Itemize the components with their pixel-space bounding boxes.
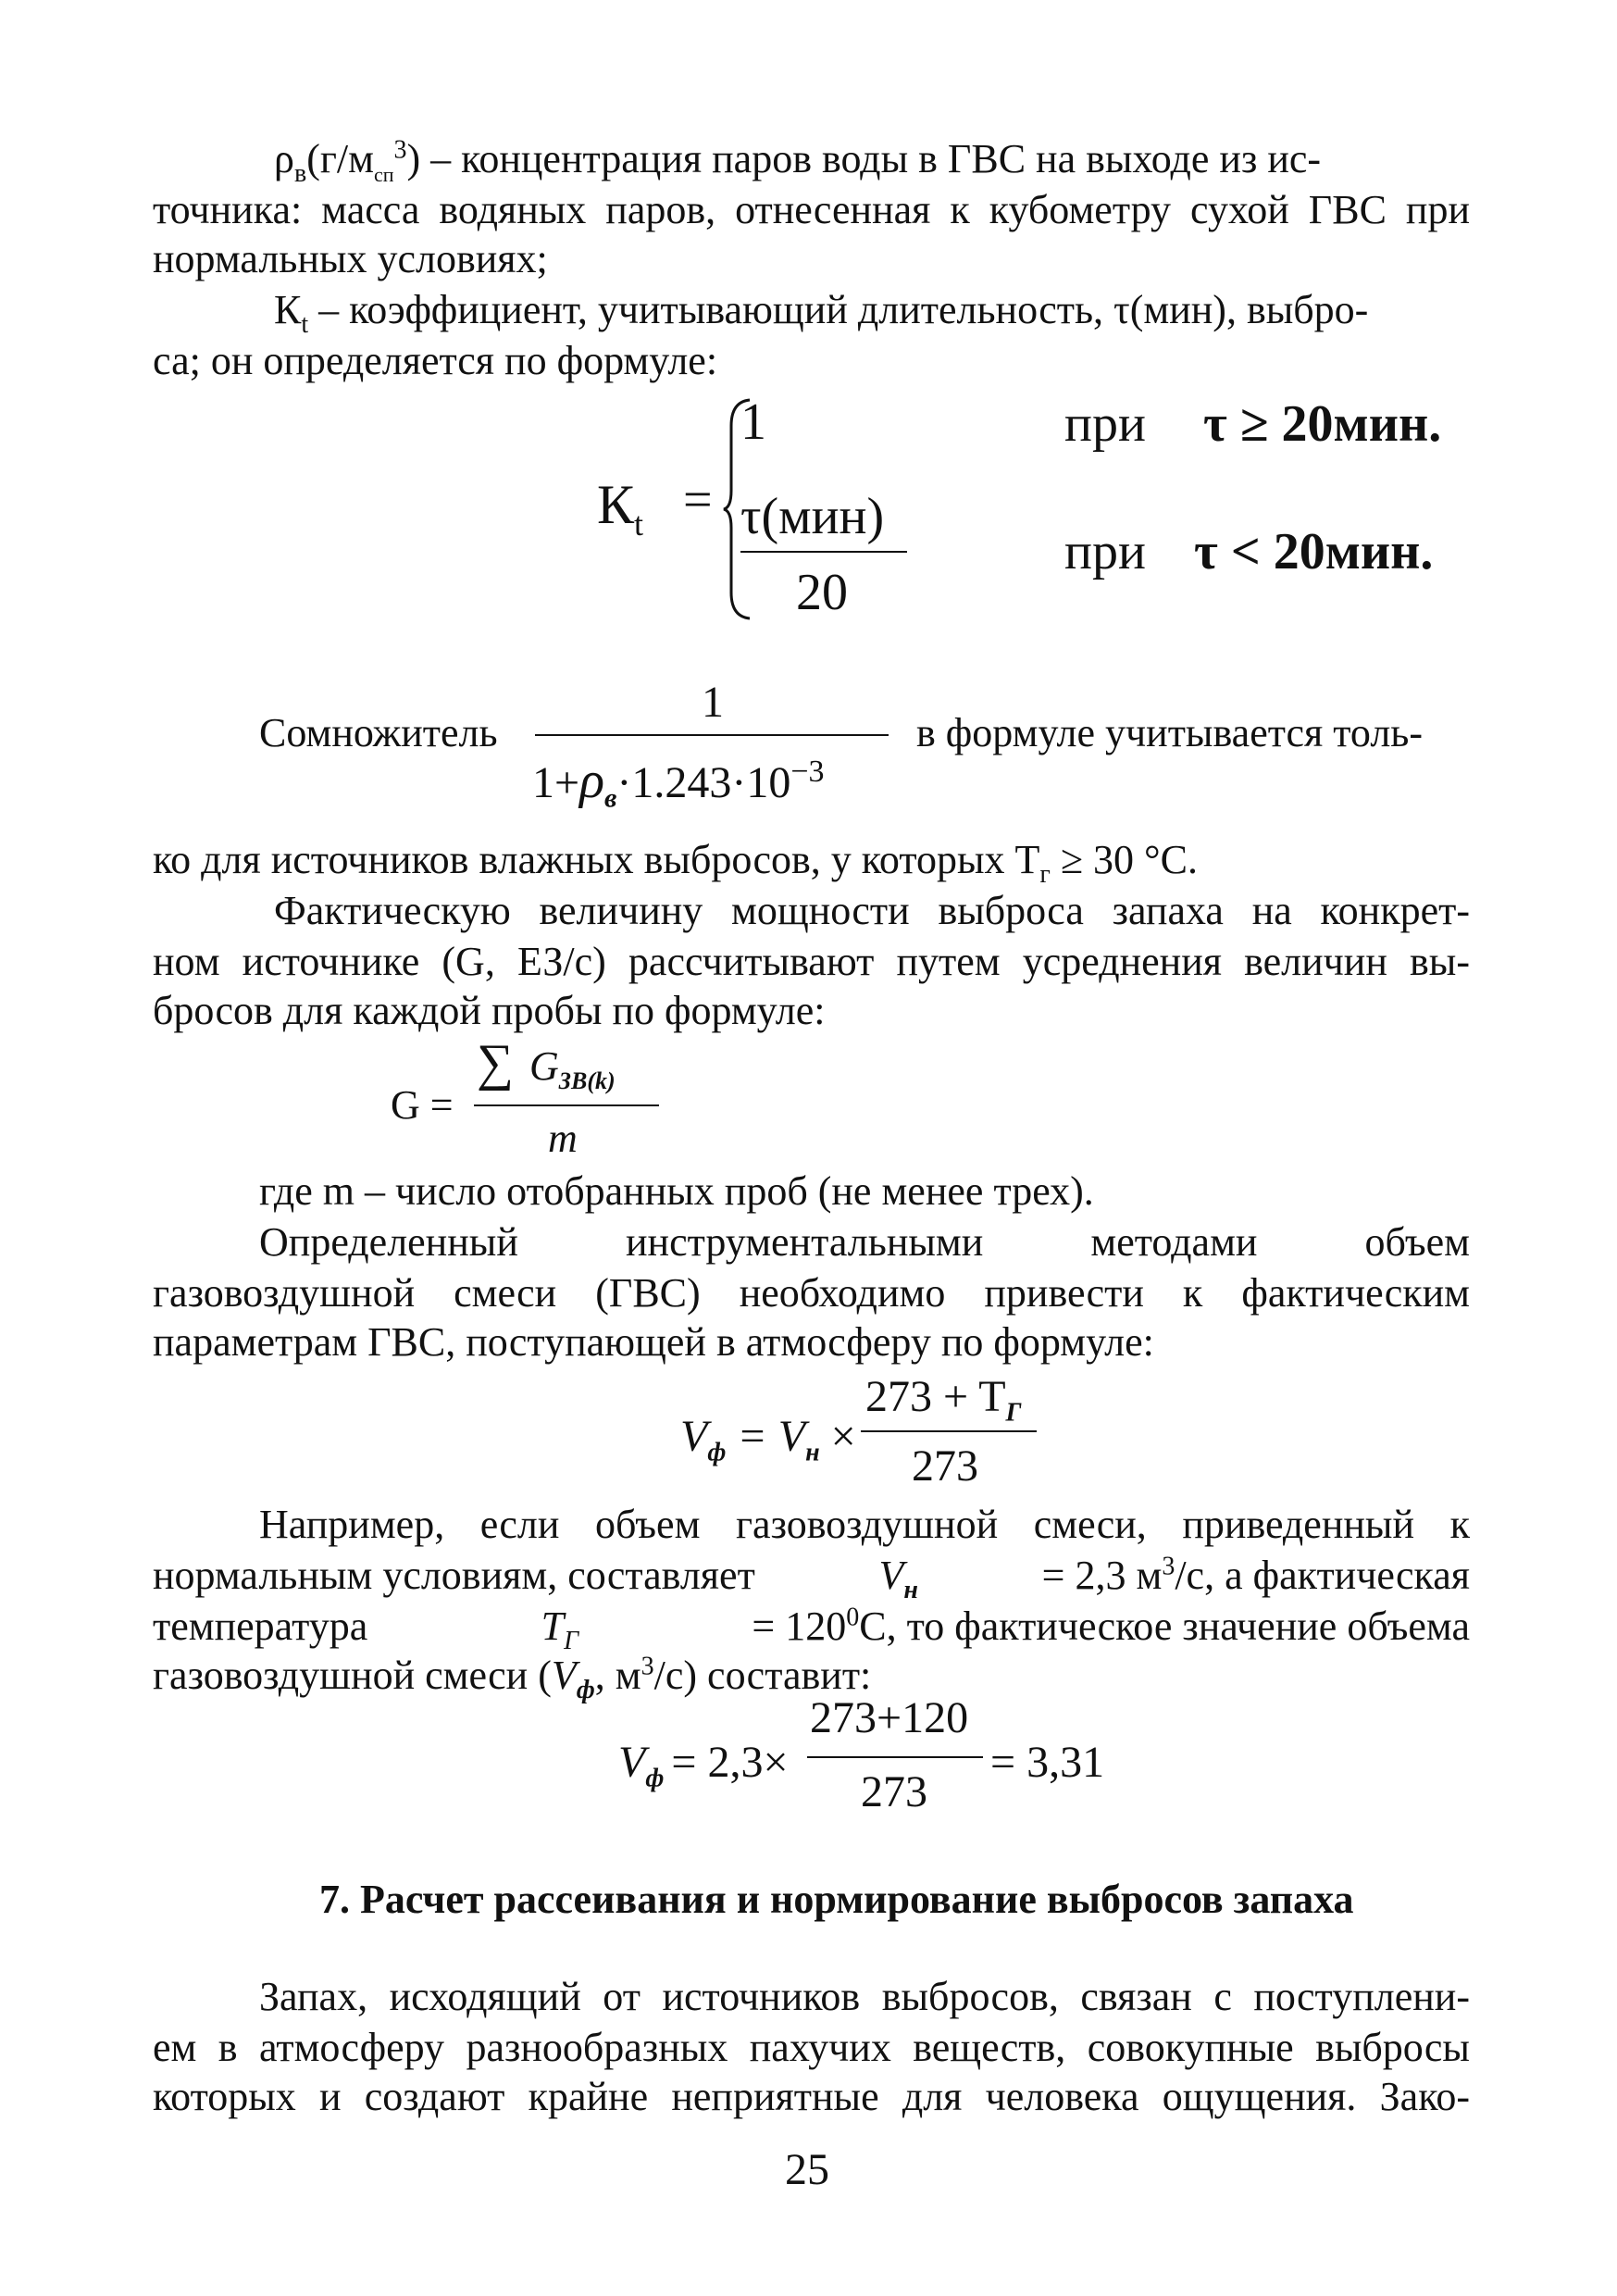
multiplier-den xyxy=(532,752,825,814)
multiplier-den-a: 1+ xyxy=(532,758,580,807)
multiplier-after: в формуле учитывается толь- xyxy=(916,710,1424,755)
multiplier-line2-end: ≥ 30 °С. xyxy=(1050,837,1198,882)
formula-v-lhs-sub: ф xyxy=(707,1438,727,1467)
para1-line1-rest: ) – концентрация паров воды в ГВС на выходе из ис- xyxy=(406,136,1322,181)
formula-g-bar xyxy=(474,1104,659,1106)
para3-line1: Фактическую величину мощности выброса запаха на конкрет- xyxy=(274,888,1470,933)
formula-calc-result: = 3,31 xyxy=(990,1738,1105,1787)
formula-calc-lhs-var: V xyxy=(618,1738,646,1787)
formula-v-times: × xyxy=(819,1412,856,1461)
formula-g-num xyxy=(529,1043,616,1094)
formula-v-bar xyxy=(861,1430,1037,1432)
para6-line1: Запах, исходящий от источников выбросов, связан с поступлени- xyxy=(259,1974,1470,2019)
para6-line2: ем в атмосферу разнообразных пахучих веществ, совокупные выбросы xyxy=(153,2025,1470,2070)
para5-line2-var: V xyxy=(878,1553,904,1598)
formula-kt-lhs xyxy=(597,474,644,543)
para4-line3: параметрам ГВС, поступающей в атмосферу по формуле: xyxy=(153,1319,1154,1365)
formula-kt-case2-bar xyxy=(740,551,907,553)
para4-word-1: Определенный xyxy=(259,1219,518,1265)
formula-v-lhs xyxy=(680,1412,856,1467)
para5-line4 xyxy=(153,1652,872,1704)
para5-line3-b: = 120 xyxy=(752,1603,847,1649)
formula-v-num-sub: Г xyxy=(1005,1398,1022,1428)
para4-word-3: методами xyxy=(1090,1219,1258,1265)
multiplier-bar xyxy=(535,734,889,736)
unit-text: (г/м xyxy=(306,136,374,181)
para5-line4-b: , м xyxy=(594,1653,641,1698)
para5-line3-var-sub: Г xyxy=(564,1626,579,1655)
formula-calc-bar xyxy=(807,1756,983,1758)
where-line: где m – число отобранных проб (не менее трех). xyxy=(259,1168,1094,1214)
para5-line4-a: газовоздушной смеси ( xyxy=(153,1653,552,1698)
rho-sub: в xyxy=(293,158,307,188)
formula-v-num xyxy=(865,1372,1022,1428)
para3-line3: бросов для каждой пробы по формуле: xyxy=(153,988,826,1033)
para1-line1 xyxy=(274,135,1470,188)
formula-kt-case2-cond: τ < 20мин. xyxy=(1194,523,1434,580)
formula-kt-eq: = xyxy=(683,471,713,529)
formula-calc-den: 273 xyxy=(861,1767,927,1816)
multiplier-num: 1 xyxy=(702,678,724,727)
para2-line2: са; он определяется по формуле: xyxy=(153,338,718,383)
formula-g-sum: ∑ xyxy=(477,1034,514,1092)
formula-g-den: m xyxy=(548,1116,578,1161)
multiplier-den-rho: ρ xyxy=(579,752,604,809)
multiplier-den-b: ·1.243·10 xyxy=(616,758,791,807)
formula-kt-case1-word: при xyxy=(1064,395,1146,453)
multiplier-line2-sub: г xyxy=(1039,859,1051,889)
para5-line4-c: /с) составит: xyxy=(653,1653,872,1698)
para2-line1 xyxy=(274,287,1470,339)
multiplier-word: Сомножитель xyxy=(259,710,498,755)
para5-line4-sup: 3 xyxy=(641,1652,654,1681)
para3-line2: ном источнике (G, ЕЗ/с) рассчитывают путем усреднения величин вы- xyxy=(153,939,1470,984)
para4-word-2: инструментальными xyxy=(625,1219,984,1265)
formula-v-den: 273 xyxy=(912,1441,978,1491)
formula-g-num-sub: ЗВ(k) xyxy=(558,1067,616,1094)
multiplier-den-rho-sub: в xyxy=(603,782,617,814)
para5-line2 xyxy=(153,1552,1470,1604)
para4-line1 xyxy=(259,1219,1470,1265)
formula-v-num-text: 273 + T xyxy=(865,1372,1006,1421)
para1-line3: нормальных условиях; xyxy=(153,236,548,281)
formula-kt-K: К xyxy=(597,474,635,535)
multiplier-den-sup: −3 xyxy=(790,755,825,789)
section-heading: 7. Расчет рассеивания и нормирование выбросов запаха xyxy=(319,1877,1354,1922)
para5-line2-c: /с, а фактическая xyxy=(1175,1553,1470,1598)
para4-line2: газовоздушной смеси (ГВС) необходимо привести к фактическим xyxy=(153,1270,1470,1316)
para5-line3-sup: 0 xyxy=(846,1603,860,1632)
formula-kt-case1-cond: τ ≥ 20мин. xyxy=(1203,395,1442,453)
rho-symbol: ρ xyxy=(274,136,294,181)
page-number: 25 xyxy=(785,2145,829,2194)
kt-symbol: К xyxy=(274,287,302,332)
para5-line1: Например, если объем газовоздушной смеси, приведенный к xyxy=(259,1502,1470,1547)
para5-line2-sup: 3 xyxy=(1162,1552,1175,1581)
multiplier-line2-text: ко для источников влажных выбросов, у которых Т xyxy=(153,837,1040,882)
para5-line3-a: температура xyxy=(153,1603,368,1649)
formula-calc-lhs xyxy=(618,1738,789,1793)
formula-v-lhs-var: V xyxy=(680,1412,708,1461)
formula-kt-case1-value: 1 xyxy=(740,393,766,451)
unit-sub: сп xyxy=(373,162,394,186)
para2-line1-rest: – коэффициент, учитывающий длительность, τ(мин), выбро- xyxy=(308,287,1369,332)
kt-sub: t xyxy=(301,309,309,339)
multiplier-line2 xyxy=(153,837,1198,889)
para6-line3: которых и создают крайне неприятные для человека ощущения. Зако- xyxy=(153,2074,1470,2119)
formula-calc-mid: = 2,3× xyxy=(671,1738,789,1787)
para5-line3-c: С, то фактическое значение объема xyxy=(859,1603,1470,1649)
para5-line4-var: V xyxy=(551,1653,577,1698)
para5-line2-b: = 2,3 м xyxy=(1041,1553,1163,1598)
unit-sup: 3 xyxy=(393,135,407,165)
formula-calc-num: 273+120 xyxy=(810,1693,969,1742)
formula-g-lhs: G = xyxy=(391,1082,454,1128)
formula-kt-case2-num: τ(мин) xyxy=(740,488,885,545)
formula-kt-case2-word: при xyxy=(1064,523,1146,580)
para5-line4-var-sub: ф xyxy=(576,1675,595,1704)
formula-v-mid: = V xyxy=(726,1412,806,1461)
para5-line3 xyxy=(153,1603,1470,1655)
formula-g-num-var: G xyxy=(529,1043,559,1089)
para5-line3-var: Т xyxy=(541,1603,565,1649)
para5-line2-a: нормальным условиям, составляет xyxy=(153,1553,755,1598)
formula-kt-case2-den: 20 xyxy=(796,564,848,621)
formula-calc-lhs-sub: ф xyxy=(645,1764,665,1793)
formula-kt-sub: t xyxy=(634,505,644,543)
para5-line2-var-sub: н xyxy=(903,1575,918,1604)
para1-line2: точника: масса водяных паров, отнесенная к кубометру сухой ГВС при xyxy=(153,187,1470,232)
formula-v-mid-sub: н xyxy=(805,1438,820,1467)
para4-word-4: объем xyxy=(1364,1219,1470,1265)
